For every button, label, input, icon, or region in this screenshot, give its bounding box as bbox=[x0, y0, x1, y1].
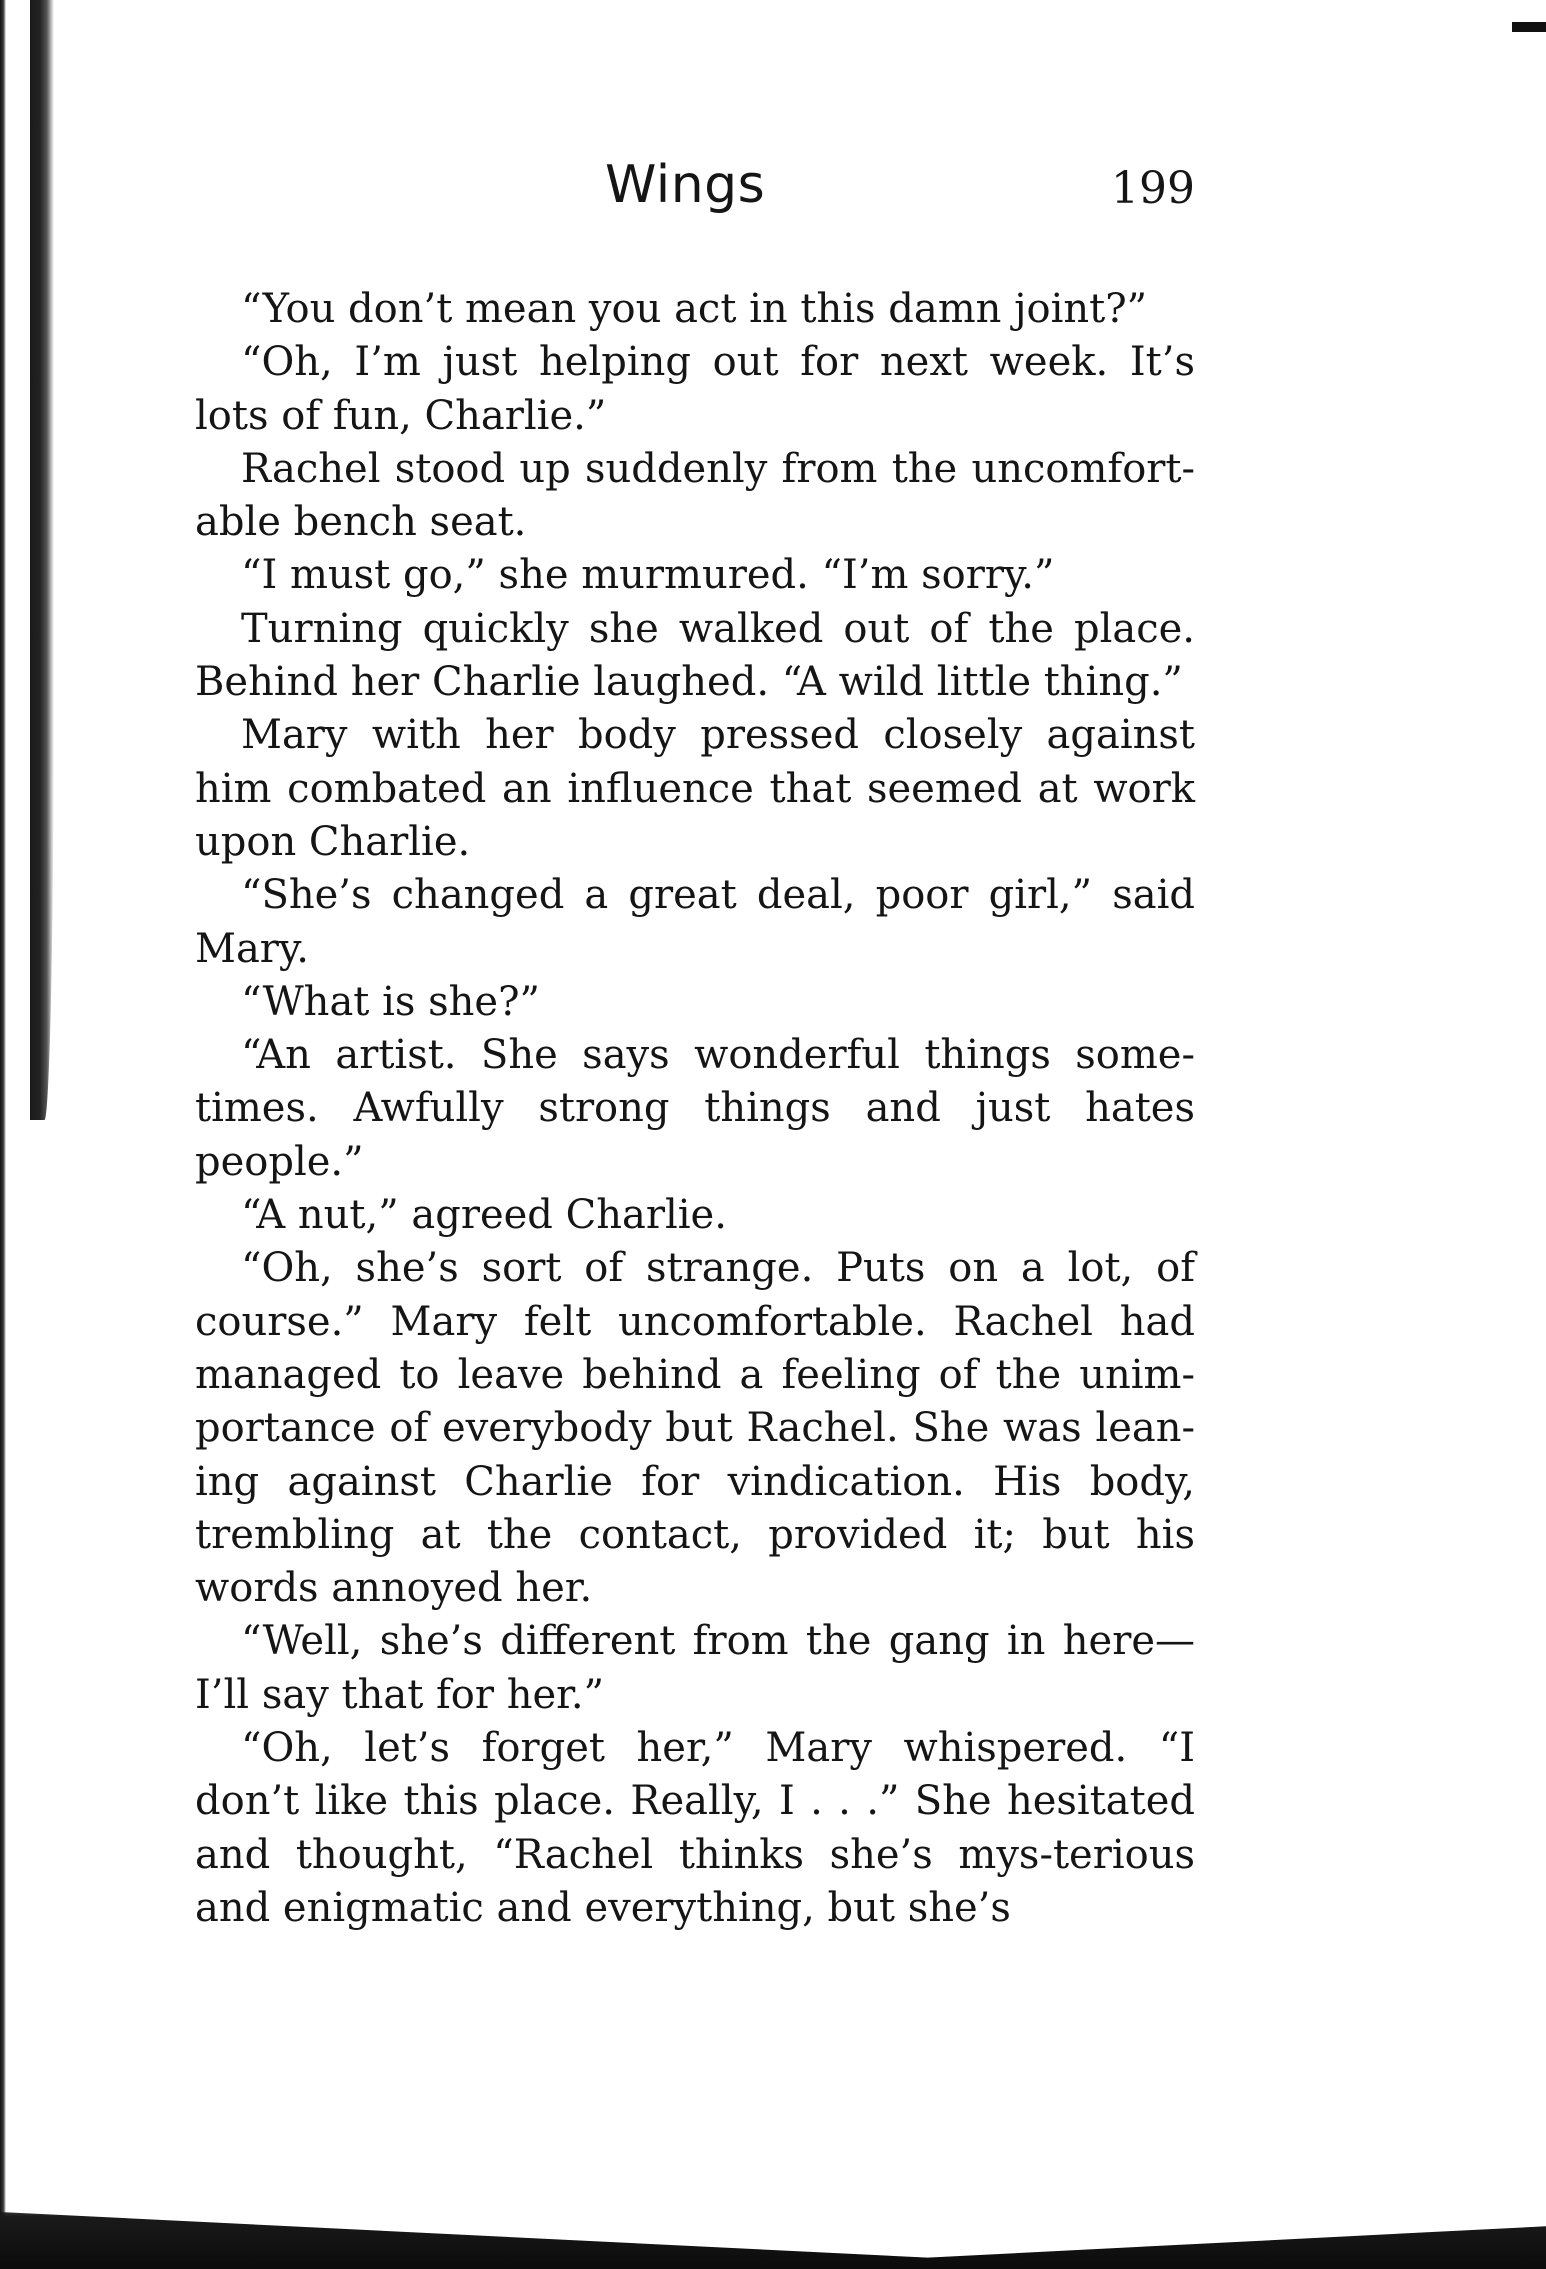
binding-shadow bbox=[30, 0, 54, 1120]
corner-mark bbox=[1512, 22, 1546, 32]
paragraph: Rachel stood up suddenly from the uncomfort-able bench seat. bbox=[195, 445, 1195, 546]
running-title: Wings bbox=[605, 155, 766, 215]
page-number: 199 bbox=[1111, 163, 1195, 214]
binding-edge bbox=[0, 0, 6, 2269]
paragraph: “She’s changed a great deal, poor girl,” said Mary. bbox=[195, 872, 1195, 972]
page-header bbox=[195, 155, 1195, 225]
paragraph: Mary with her body pressed closely against him combated an influence that seemed at work upon Charlie. bbox=[195, 712, 1195, 865]
paragraph: “I must go,” she murmured. “I’m sorry.” bbox=[241, 552, 1055, 599]
bottom-scan-shadow bbox=[0, 2174, 1546, 2269]
paragraph: “Oh, I’m just helping out for next week. It’s lots of fun, Charlie.” bbox=[195, 339, 1195, 439]
paragraph: “An artist. She says wonderful things some-times. Awfully strong things and just hates people.” bbox=[195, 1032, 1195, 1185]
paragraph: “What is she?” bbox=[241, 978, 540, 1025]
paragraph: “A nut,” agreed Charlie. bbox=[241, 1192, 727, 1239]
paragraph: “Oh, let’s forget her,” Mary whispered. “I don’t like this place. Really, I . . .” She hesitated and thought, “Rachel thinks she’s mys-terious and enigmatic and everything, but she’s bbox=[195, 1725, 1195, 1931]
paragraph: “Well, she’s different from the gang in here—I’ll say that for her.” bbox=[195, 1618, 1195, 1718]
paragraph: “You don’t mean you act in this damn joint?” bbox=[241, 286, 1148, 332]
body-text bbox=[195, 283, 1195, 1935]
paragraph: Turning quickly she walked out of the place. Behind her Charlie laughed. “A wild little thing.” bbox=[195, 605, 1195, 706]
paragraph: “Oh, she’s sort of strange. Puts on a lot, of course.” Mary felt uncomfortable. Rachel had managed to leave behind a feeling of the unim-portance of everybody but Rachel. She was lean-ing against Charlie for vindication. His body, trembling at the contact, provided it; but his words annoyed her. bbox=[195, 1245, 1195, 1612]
